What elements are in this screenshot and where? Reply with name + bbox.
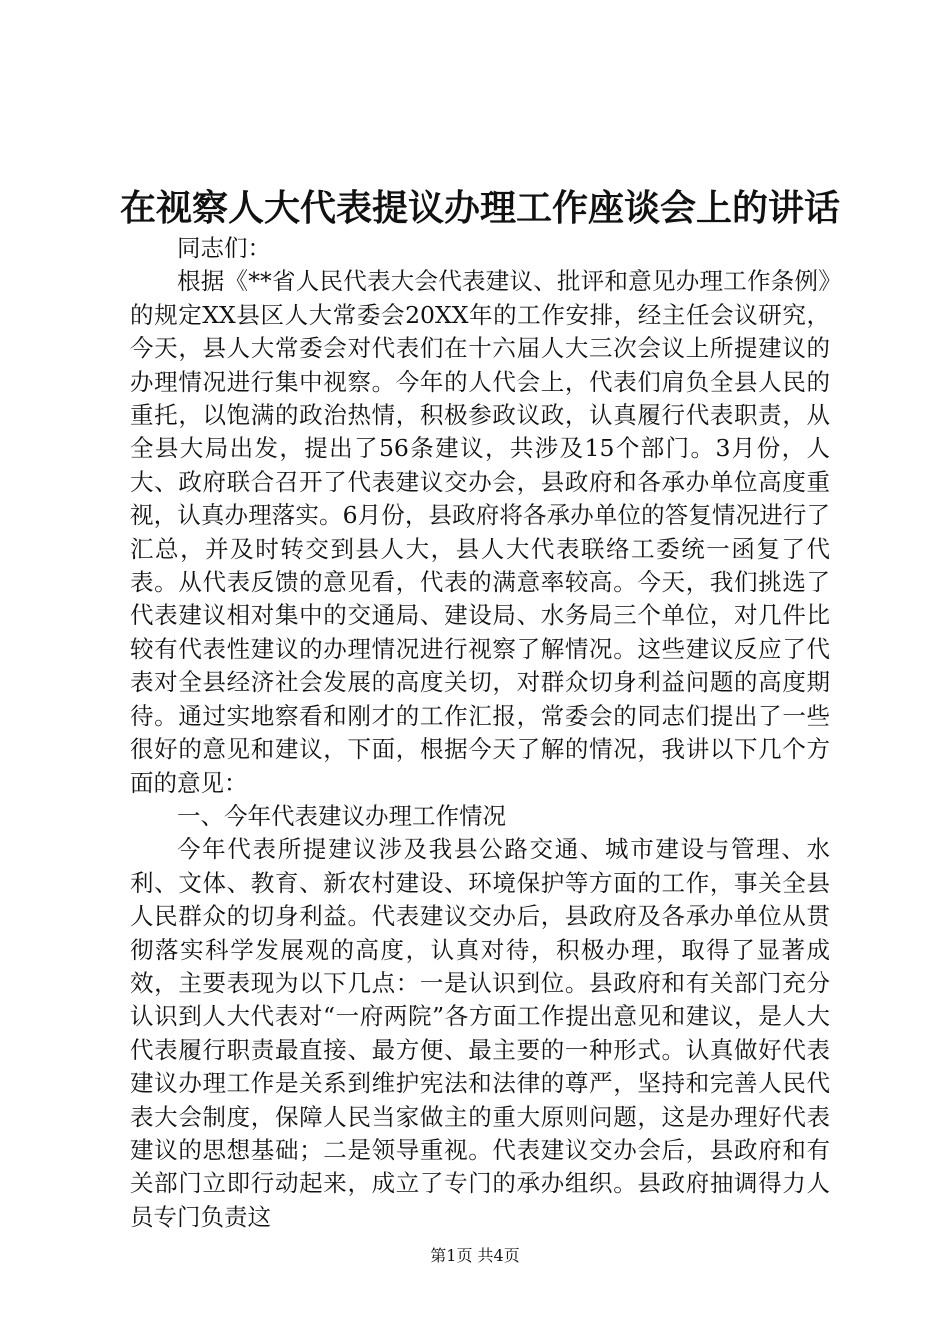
salutation-paragraph: 同志们： xyxy=(177,234,271,262)
page-number-footer: 第1页 共4页 xyxy=(430,1246,520,1265)
section-paragraph: 今年代表所提建议涉及我县公路交通、城市建设与管理、水利、文体、教育、新农村建设、环境保护等方面的工作，事关全县人民群众的切身利益。代表建议交办后，县政府及各承办单位从贯彻落实科学发展观的高度，认真对待，积极办理，取得了显著成效，主要表现为以下几点：一是认识到位。县政府和有关部门充分认识到人大代表对“一府两院”各方面工作提出意见和建议，是人大代表履行职责最直接、最方便、最主要的一种形式。认真做好代表建议办理工作是关系到维护宪法和法律的尊严，坚持和完善人民代表大会制度，保障人民当家做主的重大原则问题，这是办理好代表建议的思想基础；二是领导重视。代表建议交办会后，县政府和有关部门立即行动起来，成立了专门的承办组织。县政府抽调得力人员专门负责这 xyxy=(130,835,830,1231)
intro-paragraph: 根据《**省人民代表大会代表建议、批评和意见办理工作条例》的规定XX县区人大常委会20XX年的工作安排，经主任会议研究，今天，县人大常委会对代表们在十六届人大三次会议上所提建议的办理情况进行集中视察。今年的人代会上，代表们肩负全县人民的重托，以饱满的政治热情，积极参政议政，认真履行代表职责，从全县大局出发，提出了56条建议，共涉及15个部门。3月份，人大、政府联合召开了代表建议交办会，县政府和各承办单位高度重视，认真办理落实。6月份，县政府将各承办单位的答复情况进行了汇总，并及时转交到县人大，县人大代表联络工委统一函复了代表。从代表反馈的意见看，代表的满意率较高。今天，我们挑选了代表建议相对集中的交通局、建设局、水务局三个单位，对几件比较有代表性建议的办理情况进行视察了解情况。这些建议反应了代表对全县经济社会发展的高度关切，对群众切身利益问题的高度期待。通过实地察看和刚才的工作汇报，常委会的同志们提出了一些很好的意见和建议，下面，根据今天了解的情况，我讲以下几个方面的意见： xyxy=(130,267,830,797)
section-heading: 一、今年代表建议办理工作情况 xyxy=(177,801,506,830)
document-body xyxy=(130,232,830,1234)
document-title: 在视察人大代表提议办理工作座谈会上的讲话 xyxy=(119,187,840,229)
